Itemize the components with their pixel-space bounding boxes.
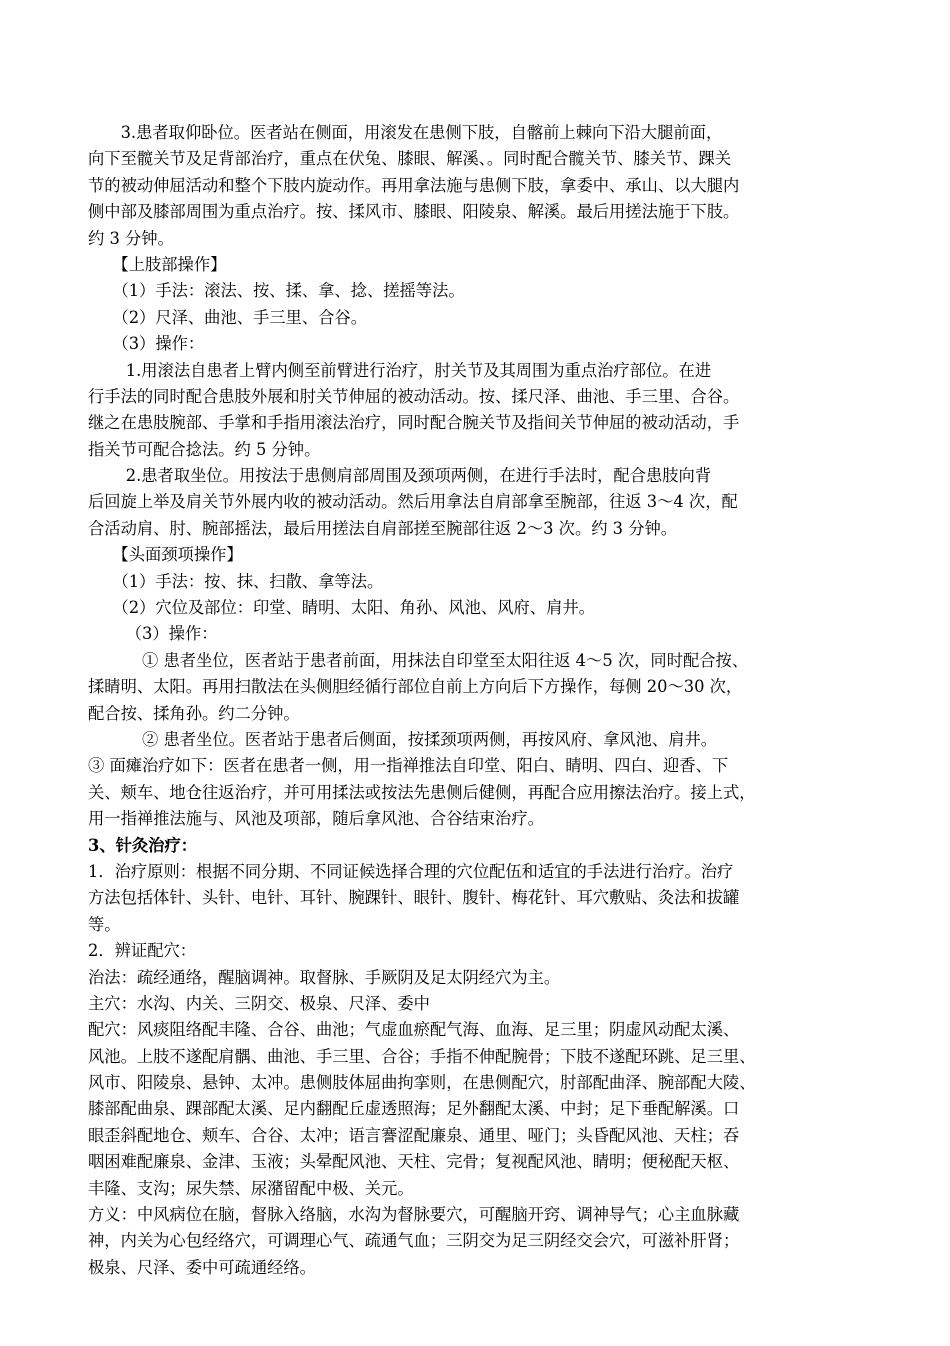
text-line: （3）操作： <box>88 334 205 354</box>
text-line: 膝部配曲泉、踝部配太溪、足内翻配丘虚透照海；足外翻配太溪、中封；足下垂配解溪。口 <box>88 1099 740 1119</box>
text-line: 方义：中风病位在脑，督脉入络脑，水沟为督脉要穴，可醒脑开窍、调神导气；心主血脉藏 <box>88 1205 740 1225</box>
text-line: 2.患者取坐位。用按法于患侧肩部周围及颈项两侧，在进行手法时，配合患肢向背 <box>88 466 712 486</box>
text-line: 咽困难配廉泉、金津、玉液；头晕配风池、天柱、完骨；复视配风池、睛明；便秘配天枢、 <box>88 1152 740 1172</box>
text-line: 主穴：水沟、内关、三阴交、极泉、尺泽、委中 <box>88 993 430 1013</box>
text-line: 2．辨证配穴： <box>88 941 197 961</box>
text-line: （3）操作： <box>88 624 218 644</box>
text-line: （2）尺泽、曲池、手三里、合谷。 <box>88 307 367 327</box>
text-line: 用一指禅推法施与、风池及项部，随后拿风池、合谷结束治疗。 <box>88 809 544 829</box>
text-line: （2）穴位及部位：印堂、睛明、太阳、角孙、风池、风府、肩井。 <box>88 598 595 618</box>
text-line: 揉睛明、太阳。再用扫散法在头侧胆经循行部位自前上方向后下方操作，每侧 20～30 次， <box>88 677 743 697</box>
text-line: 后回旋上举及肩关节外展内收的被动活动。然后用拿法自肩部拿至腕部，往返 3～4 次，配 <box>88 492 738 512</box>
document-body <box>88 120 868 1281</box>
text-line: 治法：疏经通络，醒脑调神。取督脉、手厥阴及足太阴经穴为主。 <box>88 967 561 987</box>
text-line: 行手法的同时配合患肢外展和肘关节伸屈的被动活动。按、揉尺泽、曲池、手三里、合谷。 <box>88 386 740 406</box>
text-line: 指关节可配合捻法。约 5 分钟。 <box>88 439 321 459</box>
text-line: 配穴：风痰阻络配丰隆、合谷、曲池；气虚血瘀配气海、血海、足三里；阴虚风动配太溪、 <box>88 1020 740 1040</box>
text-line: 关、颊车、地仓往返治疗，并可用揉法或按法先患侧后健侧，再配合应用擦法治疗。接上式， <box>88 782 756 802</box>
text-line: 风市、阳陵泉、悬钟、太冲。患侧肢体屈曲拘挛则，在患侧配穴，肘部配曲泽、腕部配大陵、 <box>88 1073 756 1093</box>
text-line: 极泉、尺泽、委中可疏通经络。 <box>88 1257 316 1277</box>
text-line: 约 3 分钟。 <box>88 228 174 248</box>
text-line: 节的被动伸屈活动和整个下肢内旋动作。再用拿法施与患侧下肢，拿委中、承山、以大腿内 <box>88 175 740 195</box>
text-line: 继之在患肢腕部、手掌和手指用滚法治疗，同时配合腕关节及指间关节伸屈的被动活动，手 <box>88 413 740 433</box>
text-line: 3.患者取仰卧位。医者站在侧面，用滚发在患侧下肢，自髂前上棘向下沿大腿前面， <box>88 123 723 142</box>
text-line: 神，内关为心包经络穴，可调理心气、疏通气血；三阴交为足三阴经交会穴，可滋补肝肾； <box>88 1231 740 1251</box>
text-line: 配合按、揉角孙。约二分钟。 <box>88 703 300 723</box>
text-line: 【上肢部操作】 <box>88 254 227 274</box>
text-line: 合活动肩、肘、腕部摇法，最后用搓法自肩部搓至腕部往返 2～3 次。约 3 分钟。 <box>88 518 678 538</box>
text-line: 1．治疗原则：根据不同分期、不同证候选择合理的穴位配伍和适宜的手法进行治疗。治疗 <box>88 861 734 881</box>
text-line: （1）手法：滚法、按、揉、拿、捻、搓摇等法。 <box>88 281 465 301</box>
text-line: ② 患者坐位。医者站于患者后侧面，按揉颈项两侧，再按风府、拿风池、肩井。 <box>88 729 718 749</box>
text-line: 等。 <box>88 914 121 934</box>
section-heading: 3、针灸治疗： <box>88 835 198 855</box>
text-line: 风池。上肢不遂配肩髃、曲池、手三里、合谷；手指不伸配腕骨；下肢不遂配环跳、足三里、 <box>88 1046 756 1066</box>
text-line: （1）手法：按、抹、扫散、拿等法。 <box>88 571 384 591</box>
text-line: 丰隆、支沟；尿失禁、尿潴留配中极、关元。 <box>88 1178 414 1198</box>
text-line: 【头面颈项操作】 <box>88 545 243 565</box>
text-line: 1.用滚法自患者上臂内侧至前臂进行治疗，肘关节及其周围为重点治疗部位。在进 <box>88 360 712 380</box>
text-line: ① 患者坐位，医者站于患者前面，用抹法自印堂至太阳往返 4～5 次，同时配合按、 <box>88 650 749 670</box>
text-line: 方法包括体针、头针、电针、耳针、腕踝针、眼针、腹针、梅花针、耳穴敷贴、灸法和拔罐 <box>88 888 740 908</box>
text-line: ③ 面瘫治疗如下：医者在患者一侧，用一指禅推法自印堂、阳白、睛明、四白、迎香、下 <box>88 756 729 776</box>
text-line: 侧中部及膝部周围为重点治疗。按、揉风市、膝眼、阳陵泉、解溪。最后用搓法施于下肢。 <box>88 202 740 222</box>
text-line: 向下至髋关节及足背部治疗，重点在伏兔、膝眼、解溪、。同时配合髋关节、膝关节、踝关 <box>88 149 732 169</box>
text-line: 眼歪斜配地仓、颊车、合谷、太冲；语言謇涩配廉泉、通里、哑门；头昏配风池、天柱；吞 <box>88 1125 740 1145</box>
